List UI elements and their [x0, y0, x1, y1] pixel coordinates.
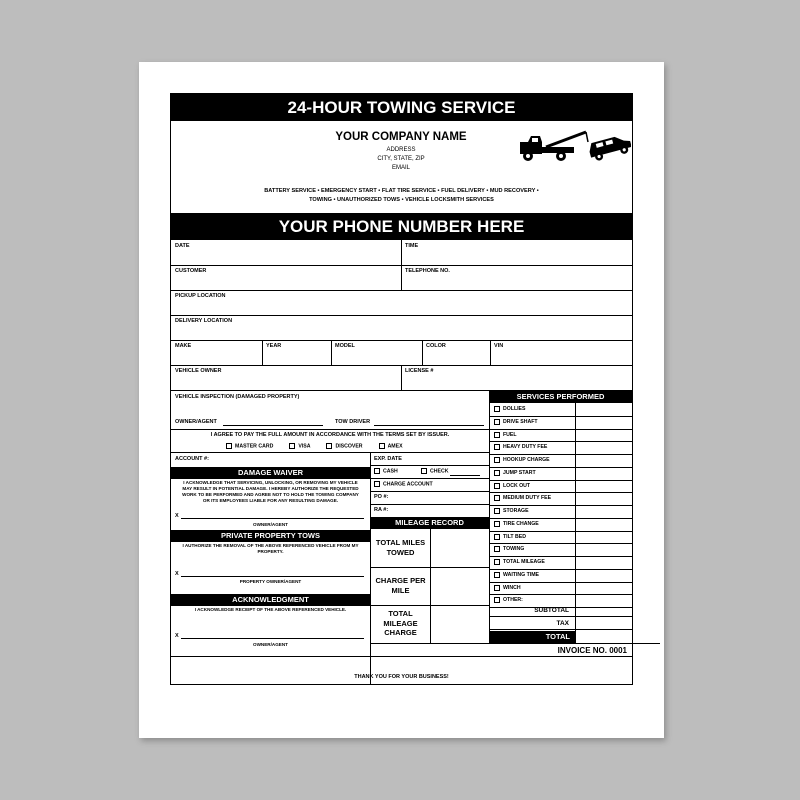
year-label: YEAR: [266, 343, 282, 349]
license-label: LICENSE #: [405, 368, 434, 374]
tax-label: TAX: [556, 620, 569, 627]
model-label: MODEL: [335, 343, 355, 349]
acknowledgment-text: I ACKNOWLEDGE RECEIPT OF THE ABOVE REFERENCED VEHICLE.: [194, 607, 347, 612]
company-address: ADDRESS: [386, 147, 416, 153]
company-email: EMAIL: [391, 165, 410, 171]
service-item[interactable]: [494, 444, 547, 450]
acknowledgment-x: X: [175, 633, 179, 639]
service-item[interactable]: [494, 432, 517, 438]
service-label: WAITING TIME: [503, 571, 540, 578]
service-item[interactable]: [494, 457, 550, 463]
service-checkbox[interactable]: [494, 457, 500, 463]
service-checkbox[interactable]: [494, 444, 500, 450]
service-item[interactable]: [494, 521, 539, 527]
service-item[interactable]: [494, 495, 551, 501]
form-paper: [139, 62, 664, 738]
service-checkbox[interactable]: [494, 406, 500, 412]
service-label: FUEL: [503, 431, 517, 438]
charge-per-mile: CHARGE PER MILE: [375, 576, 426, 595]
service-label: LOCK OUT: [503, 482, 531, 489]
private-property-tows-header: PRIVATE PROPERTY TOWS: [171, 530, 370, 542]
private-tows-text: I AUTHORIZE THE REMOVAL OF THE ABOVE REFERENCED VEHICLE FROM MY PROPERTY.: [182, 543, 359, 554]
form-title: 24-HOUR TOWING SERVICE: [171, 94, 632, 121]
service-item[interactable]: [494, 597, 523, 603]
service-item[interactable]: [494, 559, 545, 565]
color-label: COLOR: [426, 343, 446, 349]
mileage-record-header: MILEAGE RECORD: [370, 517, 489, 529]
customer-label: CUSTOMER: [175, 268, 207, 274]
total-mileage-charge: TOTAL MILEAGE CHARGE: [383, 609, 418, 637]
acknowledgment-sig-label: OWNER/AGENT: [253, 642, 288, 647]
vin-label: VIN: [494, 343, 504, 349]
service-label: TOTAL MILEAGE: [503, 559, 545, 565]
service-item[interactable]: [494, 546, 524, 552]
subtotal-label: SUBTOTAL: [534, 607, 569, 614]
service-checkbox[interactable]: [494, 546, 500, 552]
services-performed-header: SERVICES PERFORMED: [489, 391, 632, 403]
invoice-number: INVOICE NO. 0001: [557, 646, 627, 655]
services-line-1: BATTERY SERVICE • EMERGENCY START • FLAT TIRE SERVICE • FUEL DELIVERY • MUD RECOVERY •: [264, 188, 539, 194]
tow-driver-label: TOW DRIVER: [335, 419, 371, 425]
service-label: TOWING: [503, 546, 525, 553]
service-label: HEAVY DUTY FEE: [503, 444, 548, 451]
owner-agent-label: OWNER/AGENT: [175, 419, 217, 425]
thank-you-text: THANK YOU FOR YOUR BUSINESS!: [354, 674, 449, 680]
company-city: CITY, STATE, ZIP: [377, 156, 425, 162]
service-label: HOOKUP CHARGE: [503, 457, 550, 463]
service-checkbox[interactable]: [494, 495, 500, 501]
total-label: TOTAL: [489, 631, 575, 643]
service-checkbox[interactable]: [494, 597, 500, 603]
acknowledgment-header: ACKNOWLEDGMENT: [171, 594, 370, 606]
service-label: JUMP START: [503, 469, 536, 476]
service-checkbox[interactable]: [494, 585, 500, 591]
service-item[interactable]: [494, 406, 525, 412]
damage-waiver-text: I ACKNOWLEDGE THAT SERVICING, UNLOCKING, OR REMOVING MY VEHICLE MAY RESULT IN POTENTIAL DAMAGE. I HEREBY AUTHORIZE THE REQUESTED WORK TO BE PERFORMED AND AGREE NOT TO HOLD THE TOWING COMPANY OR ITS EMPLOYEES LIABLE FOR ANY RESULTING DAMAGE.: [182, 480, 359, 503]
total-miles-towed: TOTAL MILES TOWED: [375, 538, 426, 557]
damage-waiver-x: X: [175, 513, 179, 519]
make-label: MAKE: [175, 343, 192, 349]
vehicle-inspection-label: VEHICLE INSPECTION (DAMAGED PROPERTY): [175, 394, 300, 400]
services-line-2: TOWING • UNAUTHORIZED TOWS • VEHICLE LOCKSMITH SERVICES: [309, 197, 494, 203]
private-tows-x: X: [175, 571, 179, 577]
damage-waiver-signature-line[interactable]: [181, 518, 364, 519]
service-checkbox[interactable]: [494, 419, 500, 425]
private-tows-sig-label: PROPERTY OWNER/AGENT: [239, 579, 302, 584]
company-name: YOUR COMPANY NAME: [335, 131, 467, 143]
service-checkbox[interactable]: [494, 483, 500, 489]
delivery-location-label: DELIVERY LOCATION: [175, 318, 233, 324]
service-item[interactable]: [494, 483, 530, 489]
service-checkbox[interactable]: [494, 559, 500, 565]
service-label: TIRE CHANGE: [503, 520, 539, 527]
amex-option[interactable]: AMEX: [379, 443, 403, 449]
check-option[interactable]: CHECK: [421, 468, 448, 474]
service-label: DOLLIES: [503, 406, 526, 412]
time-label: TIME: [405, 243, 419, 249]
cash-option[interactable]: CASH: [374, 468, 398, 474]
damage-waiver-sig-label: OWNER/AGENT: [253, 522, 288, 527]
charge-account-option[interactable]: CHARGE ACCOUNT: [374, 481, 433, 487]
service-label: STORAGE: [503, 508, 529, 514]
private-tows-signature-line[interactable]: [181, 576, 364, 577]
service-checkbox[interactable]: [494, 572, 500, 578]
date-label: DATE: [175, 243, 190, 249]
service-label: OTHER:: [503, 597, 523, 604]
account-label: ACCOUNT #:: [175, 456, 209, 462]
service-checkbox[interactable]: [494, 432, 500, 438]
service-item[interactable]: [494, 419, 538, 425]
service-label: WINCH: [503, 584, 521, 591]
service-checkbox[interactable]: [494, 470, 500, 476]
visa-option[interactable]: VISA: [289, 443, 310, 449]
ra-label: RA #:: [374, 507, 389, 513]
phone-number-bar: YOUR PHONE NUMBER HERE: [171, 213, 632, 240]
exp-date-label: EXP. DATE: [374, 456, 402, 462]
card-options: [226, 443, 446, 449]
vehicle-owner-label: VEHICLE OWNER: [175, 368, 222, 374]
master-card-option[interactable]: MASTER CARD: [226, 443, 273, 449]
service-item[interactable]: [494, 534, 526, 540]
invoice-form: [170, 93, 633, 685]
tow-truck-icon: [516, 128, 631, 166]
service-label: DRIVE SHAFT: [503, 418, 538, 425]
acknowledgment-signature-line[interactable]: [181, 638, 364, 639]
service-label: TILT BED: [503, 533, 526, 540]
service-item[interactable]: [494, 572, 539, 578]
service-item[interactable]: [494, 508, 529, 514]
agreement-text: I AGREE TO PAY THE FULL AMOUNT IN ACCORDANCE WITH THE TERMS SET BY ISSUER.: [210, 432, 450, 438]
discover-option[interactable]: DISCOVER: [326, 443, 362, 449]
service-checkbox[interactable]: [494, 534, 500, 540]
damage-waiver-header: DAMAGE WAIVER: [171, 467, 370, 479]
service-checkbox[interactable]: [494, 508, 500, 514]
service-item[interactable]: [494, 470, 536, 476]
pickup-location-label: PICKUP LOCATION: [175, 293, 226, 299]
service-item[interactable]: [494, 585, 521, 591]
telephone-label: TELEPHONE NO.: [405, 268, 450, 274]
po-label: PO #:: [374, 494, 389, 500]
service-label: MEDIUM DUTY FEE: [503, 495, 552, 502]
service-checkbox[interactable]: [494, 521, 500, 527]
